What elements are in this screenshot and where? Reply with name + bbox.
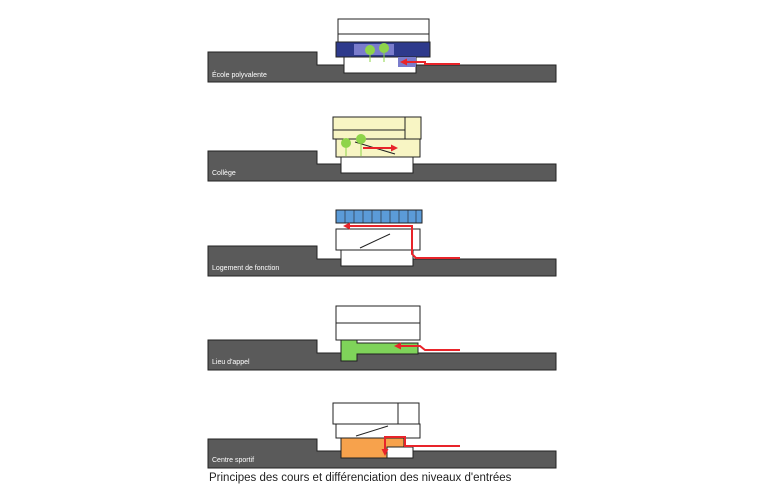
arrow-head <box>343 223 350 230</box>
tree-icon <box>379 43 389 53</box>
building-upper-level <box>338 19 429 42</box>
panel-label: Centre sportif <box>212 457 255 464</box>
panel-centre-sportif <box>208 403 556 468</box>
building-middle-level <box>336 424 420 438</box>
building-upper-level <box>336 306 420 323</box>
building-ground-level <box>341 250 413 266</box>
panel-label: Lieu d'appel <box>212 359 250 366</box>
panel-label: Logement de fonction <box>212 265 280 272</box>
building-ground-level <box>341 157 413 173</box>
building-middle-level <box>336 323 420 340</box>
building-side-block <box>387 447 413 458</box>
building-roof-level <box>336 210 422 223</box>
tree-icon <box>365 45 375 55</box>
panel-lieu-d-appel <box>208 306 556 370</box>
panel-college <box>208 117 556 181</box>
figure-caption: Principes des cours et différenciation des niveaux d'entrées <box>209 472 512 484</box>
panel-ecole-polyvalente <box>208 19 556 82</box>
tree-icon <box>341 138 351 148</box>
tree-icon <box>356 134 366 144</box>
building-upper-level <box>333 403 419 424</box>
panel-logement-de-fonction <box>208 210 556 276</box>
panel-label: Collège <box>212 170 236 177</box>
building-upper-level <box>333 117 421 139</box>
panel-label: École polyvalente <box>212 72 267 79</box>
